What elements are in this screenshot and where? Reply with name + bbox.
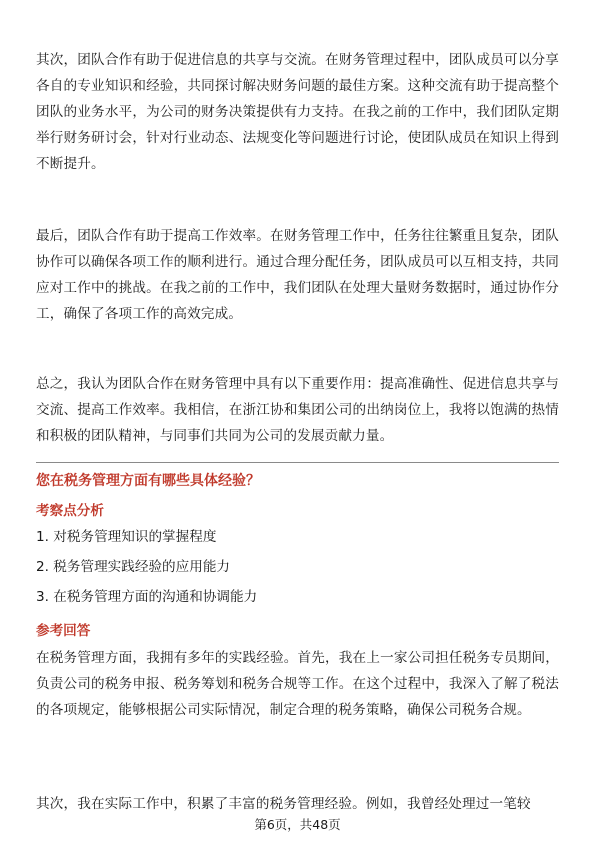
analysis-heading: 考察点分析 bbox=[36, 503, 104, 519]
answer-paragraph-continued: 其次，我在实际工作中，积累了丰富的税务管理经验。例如，我曾经处理过一笔较 bbox=[36, 796, 531, 812]
analysis-item: 3. 在税务管理方面的沟通和协调能力 bbox=[36, 589, 258, 605]
answer-paragraph: 在税务管理方面，我拥有多年的实践经验。首先，我在上一家公司担任税务专员期间，负责公司的税务申报、税务筹划和税务合规等工作。在这个过程中，我深入了解了税法的各项规定，能够根据公司实际情况，制定合理的税务策略，确保公司税务合规。 bbox=[36, 650, 559, 718]
analysis-item: 2. 税务管理实践经验的应用能力 bbox=[36, 559, 231, 575]
paragraph-info-sharing: 其次，团队合作有助于促进信息的共享与交流。在财务管理过程中，团队成员可以分享各自的专业知识和经验，共同探讨解决财务问题的最佳方案。这种交流有助于提高整个团队的业务水平，为公司的财务决策提供有力支持。在我之前的工作中，我们团队定期举行财务研讨会，针对行业动态、法规变化等问题进行讨论，使团队成员在知识上得到不断提升。 bbox=[36, 52, 559, 172]
section-divider bbox=[36, 462, 559, 463]
paragraph-work-efficiency: 最后，团队合作有助于提高工作效率。在财务管理工作中，任务往往繁重且复杂，团队协作可以确保各项工作的顺利进行。通过合理分配任务，团队成员可以互相支持，共同应对工作中的挑战。在我之前的工作中，我们团队在处理大量财务数据时，通过协作分工，确保了各项工作的高效完成。 bbox=[36, 228, 559, 322]
page-number: 第6页，共48页 bbox=[254, 817, 341, 832]
interview-question: 您在税务管理方面有哪些具体经验？ bbox=[36, 473, 260, 489]
paragraph-conclusion: 总之，我认为团队合作在财务管理中具有以下重要作用：提高准确性、促进信息共享与交流、提高工作效率。我相信，在浙江协和集团公司的出纳岗位上，我将以饱满的热情和积极的团队精神，与同事们共同为公司的发展贡献力量。 bbox=[36, 376, 559, 444]
answer-heading: 参考回答 bbox=[36, 623, 91, 639]
analysis-item: 1. 对税务管理知识的掌握程度 bbox=[36, 529, 217, 545]
